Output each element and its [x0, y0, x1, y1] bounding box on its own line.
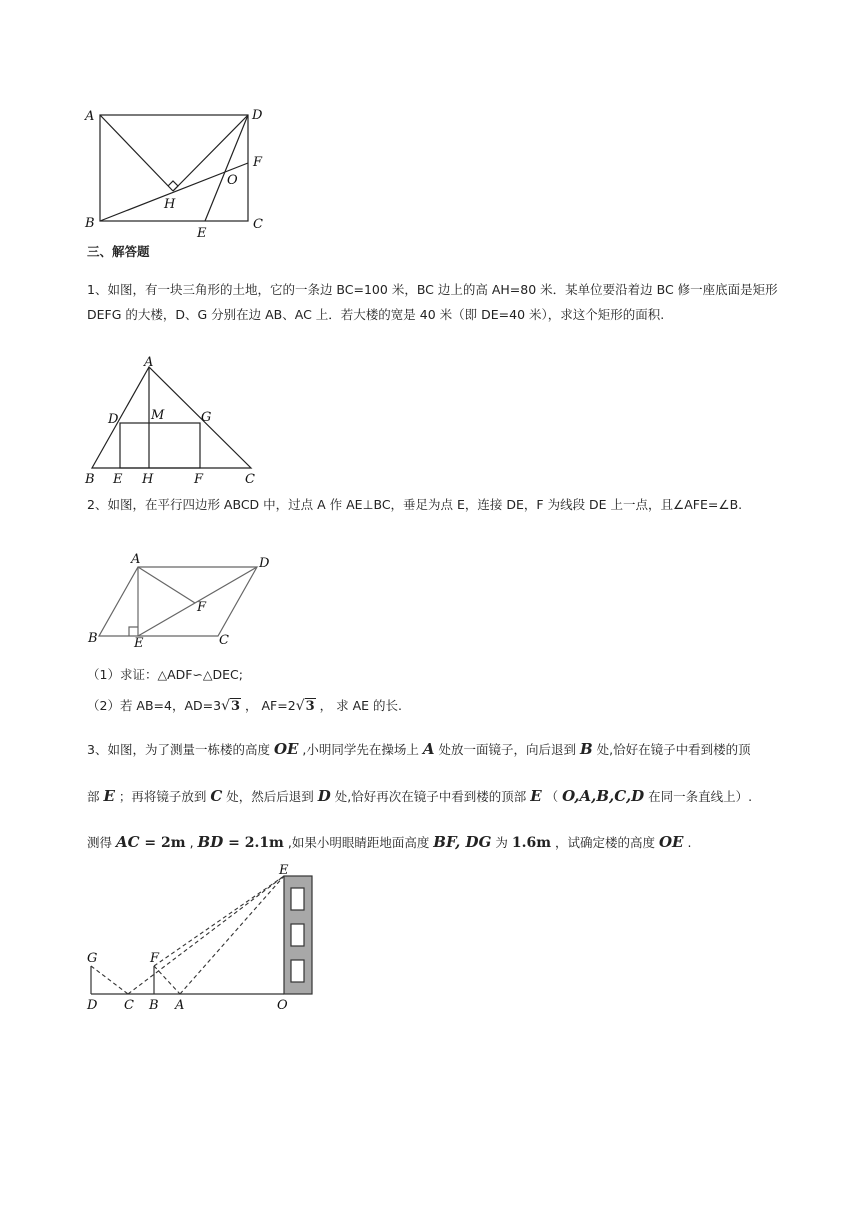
label-d: D — [87, 998, 98, 1013]
q3-math: E — [530, 787, 542, 805]
q3-text: 处,恰好在镜子中看到楼的顶 — [592, 742, 751, 757]
building-window-1 — [291, 888, 304, 910]
q3-text: 在同一条直线上）. — [644, 789, 753, 804]
line-ed — [205, 115, 248, 221]
line-af — [138, 567, 195, 603]
label-d: D — [259, 556, 270, 571]
ray-fe — [154, 876, 284, 966]
label-a: A — [144, 355, 154, 370]
label-f: F — [253, 155, 263, 170]
q3-math: C — [210, 787, 223, 805]
label-e: E — [113, 472, 123, 487]
label-a: A — [131, 552, 141, 567]
q2-line1: 2、如图，在平行四边形 ABCD 中，过点 A 作 AE⊥BC，垂足为点 E，连接 DE，F 为线段 DE 上一点，且∠AFE=∠B. — [87, 497, 743, 512]
label-g: G — [87, 951, 98, 966]
q3-math: = 2m — [139, 835, 186, 851]
building-mirror-figure — [80, 860, 330, 1015]
q2-part1: （1）求证：△ADF∽△DEC; — [87, 667, 243, 682]
q3-math: D — [317, 787, 331, 805]
q2-part2-a: （2）若 AB=4，AD=3 — [87, 698, 222, 713]
line-bf — [100, 163, 248, 221]
q3-math: 1.6m — [511, 835, 552, 851]
q1-line1: 1、如图，有一块三角形的土地，它的一条边 BC=100 米，BC 边上的高 AH=80 米．某单位要沿着边 BC 修一座底面是矩形 — [87, 282, 778, 297]
ray-fa — [154, 966, 180, 994]
label-h: H — [164, 197, 176, 212]
q3-text: ；再将镜子放到 — [114, 789, 211, 804]
sqrt-arg-b: 3 — [305, 699, 315, 714]
q3-math: B — [579, 740, 593, 758]
sqrt-3-a: √3 — [221, 698, 241, 714]
label-b: B — [85, 216, 95, 231]
label-o: O — [277, 998, 288, 1013]
q3-text: 处，然后后退到 — [222, 789, 318, 804]
label-m: M — [151, 408, 165, 423]
q3-math: BF, DG — [433, 833, 492, 851]
ray-ae — [180, 876, 284, 994]
q3-text: 测得 — [87, 835, 116, 850]
q3-math: = 2.1m — [223, 835, 284, 851]
line-ah — [100, 115, 173, 191]
q3-math: BD — [197, 833, 224, 851]
parallelogram-figure — [80, 550, 280, 650]
q3-text: ,如果小明眼睛距地面高度 — [283, 835, 434, 850]
label-f: F — [194, 472, 204, 487]
label-o: O — [227, 173, 238, 188]
label-b: B — [88, 631, 98, 646]
triangle-figure — [80, 355, 270, 490]
q3-text: （ — [541, 789, 563, 804]
label-a: A — [85, 109, 95, 124]
q3-text: 部 — [87, 789, 104, 804]
q3-math: E — [103, 787, 115, 805]
label-f: F — [197, 600, 207, 615]
q3-text: 3、如图，为了测量一栋楼的高度 — [87, 742, 274, 757]
q3-math: OE — [273, 740, 299, 758]
label-b: B — [85, 472, 95, 487]
q3-text: 处,恰好再次在镜子中看到楼的顶部 — [330, 789, 531, 804]
building-window-3 — [291, 960, 304, 982]
q2-part2-b: ， AF=2 — [241, 698, 296, 713]
q2-part2-c: ， 求 AE 的长. — [315, 698, 402, 713]
label-e: E — [134, 636, 144, 650]
building-window-2 — [291, 924, 304, 946]
label-b: B — [149, 998, 159, 1013]
q3-text: 处放一面镜子，向后退到 — [434, 742, 580, 757]
label-c: C — [253, 217, 263, 232]
ray-gc — [91, 966, 128, 994]
ray-ce — [128, 876, 284, 994]
label-f: F — [150, 951, 160, 966]
q3-math: O,A,B,C,D — [562, 787, 645, 805]
label-c: C — [124, 998, 134, 1013]
label-d: D — [108, 412, 119, 427]
q3-text: 为 — [491, 835, 512, 850]
q3-text: ,小明同学先在操场上 — [298, 742, 423, 757]
right-angle-mark — [168, 181, 178, 191]
q3-line2 — [87, 787, 752, 806]
label-e: E — [197, 226, 207, 241]
sqrt-arg-a: 3 — [231, 699, 241, 714]
parallelogram-abcd — [99, 567, 257, 636]
q2-part2 — [87, 697, 402, 716]
q3-text: , — [185, 835, 198, 850]
q3-text: ，试确定楼的高度 — [551, 835, 659, 850]
label-a: A — [175, 998, 185, 1013]
label-c: C — [219, 633, 229, 648]
q3-math: AC — [115, 833, 140, 851]
label-h: H — [142, 472, 154, 487]
label-c: C — [245, 472, 255, 487]
rectangle-figure — [80, 100, 280, 245]
q1-line2: DEFG 的大楼，D、G 分别在边 AB、AC 上．若大楼的宽是 40 米（即 DE=40 米），求这个矩形的面积. — [87, 307, 665, 322]
q3-math: A — [422, 740, 435, 758]
right-angle-mark — [129, 627, 138, 636]
q3-math: OE — [658, 833, 684, 851]
label-d: D — [252, 108, 263, 123]
rect-defg — [120, 423, 200, 468]
sqrt-3-b: √3 — [295, 698, 315, 714]
q3-line3 — [87, 833, 691, 852]
label-e: E — [279, 863, 289, 878]
q3-text: . — [683, 835, 692, 850]
q3-line1 — [87, 740, 751, 759]
label-g: G — [201, 410, 212, 425]
section-title: 三、解答题 — [87, 244, 150, 259]
